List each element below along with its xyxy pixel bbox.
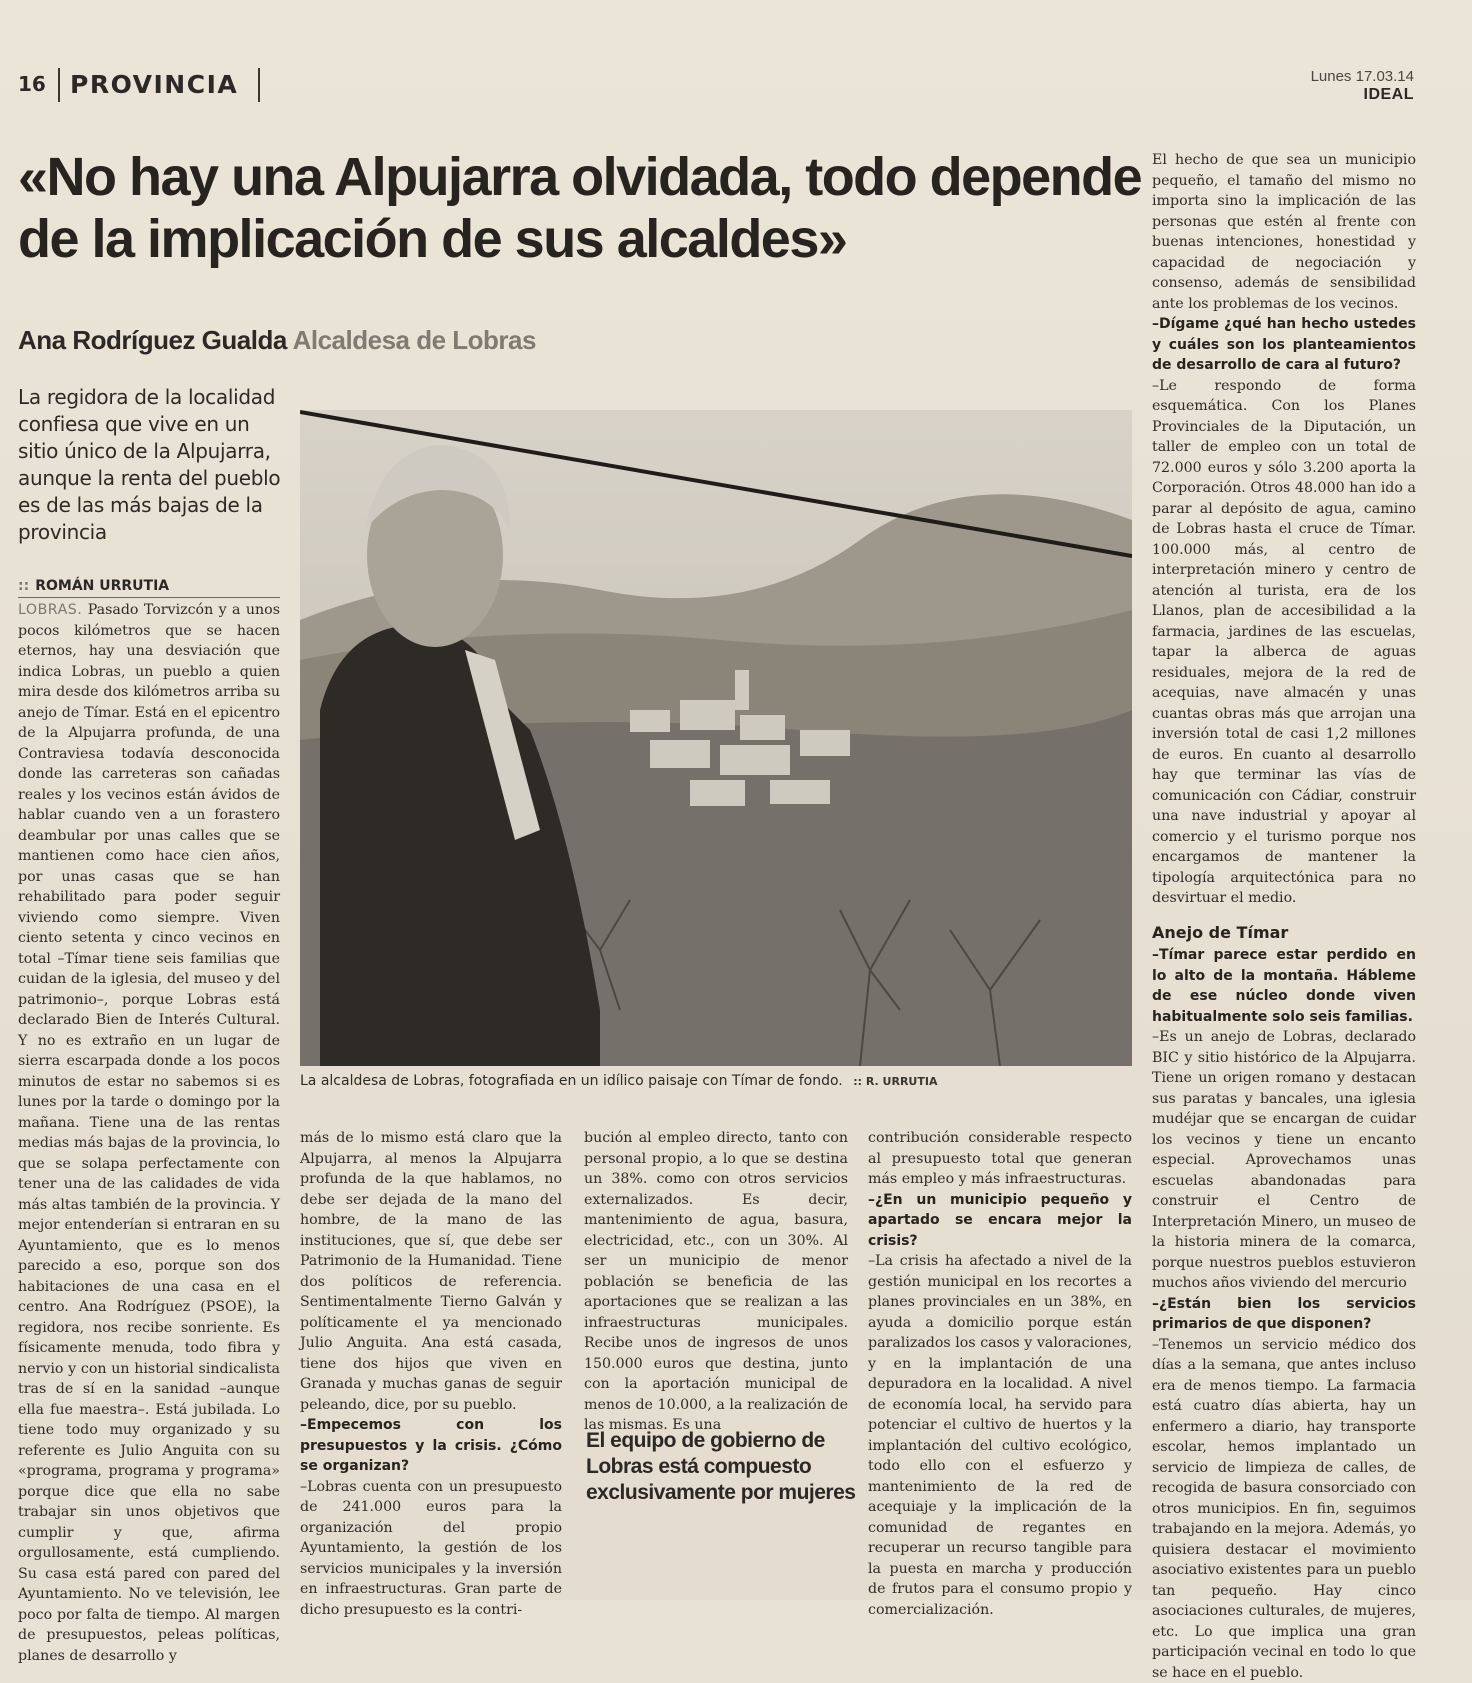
column-3 [584,1128,848,1436]
interview-question: –¿Están bien los servicios primarios de que disponen? [1152,1294,1416,1335]
page-number: 16 [18,72,46,96]
interview-answer: –Tenemos un servicio médico dos días a la semana, que antes incluso era de menos tiempo. La farmacia está cuatro días abierta, hay un enfermero a diario, hay transporte escolar, hemos implantado un servicio de limpieza de calles, de recogida de basura consorciado con otros municipios. En fin, seguimos trabajando en la mejora. Además, yo quisiera destacar el movimiento asociativo existentes para un pueblo tan pequeño. Hay cinco asociaciones culturales, de mujeres, etc. Lo que implica una gran participación vecinal en todo lo que se hace en el pueblo. [1152,1335,1416,1683]
header-divider [258,68,260,102]
interview-answer: –Le respondo de forma esquemática. Con los Planes Provinciales de la Diputación, un taller de empleo con un total de 72.000 euros y sólo 3.200 aporta la Corporación. Otros 48.000 han ido a parar al depósito de agua, camino de Lobras hasta el cruce de Tímar. 100.000 más, al centro de interpretación minero y centro de atención al turista, era de los Llanos, plan de accesibilidad a la farmacia, jardines de las escuelas, tapar la alberca de aguas residuales, mejora de la red de acequias, nave almacén y unas cuantas obras más que arrojan una inversión total de casi 1,2 millones de euros. En cuanto al desarrollo hay que terminar las vías de comunicación con Cádiar, construir una nave industrial y apoyar al comercio y el turismo porque nos encargamos de mantener la tipología arquitectónica para no desvirtuar el medio. [1152,376,1416,909]
author-name: ROMÁN URRUTIA [35,578,169,594]
photo-credit: :: R. URRUTIA [853,1075,937,1088]
interview-question: –Dígame ¿qué han hecho ustedes y cuáles son los planteamientos de desarrollo de cara al futuro? [1152,314,1416,376]
landscape-photo-illustration [300,410,1132,1066]
subheading: Anejo de Tímar [1152,923,1416,944]
body-text: más de lo mismo está claro que la Alpujarra, al menos la Alpujarra profunda de la que hablamos, no debe ser dejada de la mano del hombre, de la mano de las instituciones, que sí, que debe ser Patrimonio de la Humanidad. Tiene dos políticos de referencia. Sentimentalmente Tierno Galván y políticamente el ya mencionado Julio Anguita. Ana está casada, tiene dos hijos que viven en Granada y muchas ganas de seguir peleando, dice, por su pueblo. [300,1128,562,1415]
headline: «No hay una Alpujarra olvidada, todo depende de la implicación de sus alcaldes» [18,146,1148,270]
interview-photo [300,410,1132,1066]
section-title: PROVINCIA [70,70,238,99]
dateline: LOBRAS. [18,602,82,618]
pull-quote: El equipo de gobierno de Lobras está compuesto exclusivamente por mujeres [586,1428,856,1506]
author-marker-icon: :: [18,578,29,594]
interview-question: –¿En un municipio pequeño y apartado se encara mejor la crisis? [868,1190,1132,1252]
photo-caption [300,1073,937,1089]
body-text: Pasado Torvizcón y a unos pocos kilómetros que se hacen eternos, hay una desviación que indica Lobras, un pueblo a quien mira desde dos kilómetros arriba su anejo de Tímar. Está en el epicentro de la Alpujarra profunda, de una Contraviesa todavía desconocida donde las carreteras son cañadas reales y los vecinos están ávidos de hablar cuando ven a un forastero deambular por unas calles que se mantienen como hace cien años, por unas casas que se han rehabilitado para poder seguir viviendo como siempre. Viven ciento setenta y cinco vecinos en total –Tímar tiene seis familias que cuidan de la iglesia, del museo y del patrimonio–, porque Lobras está declarado Bien de Interés Cultural. Y no es extraño en un lugar de sierra escarpada donde a los pocos minutos de estar no sabemos si es lunes por la tarde o domingo por la mañana. Tiene una de las rentas medias más bajas de la provincia, lo que se solapa perfectamente con tener una de las calidades de vida más altas también de la provincia. Y mejor entenderían si entraran en su Ayuntamiento, que es lo menos parecido a eso, porque son dos habitaciones de una casa en el centro. Ana Rodríguez (PSOE), la regidora, nos recibe sonriente. Es físicamente menuda, todo fibra y nervio y con un historial sindicalista tras de sí en la sanidad –aunque ella fue maestra–. Está jubilada. Lo tiene todo muy organizado y su referente es Julio Anguita con su «programa, programa y programa» porque dice que ella no sabe trabajar sin unos objetivos que cumplir y que, afirma orgullosamente, está cumpliendo. Su casa está pared con pared del Ayuntamiento. No ve televisión, lee poco por falta de tiempo. Al margen de presupuestos, peleas políticas, planes de desarrollo y [18,602,280,1664]
interviewee-name: Ana Rodríguez Gualda [18,325,287,355]
column-2 [300,1128,562,1620]
interview-question: –Empecemos con los presupuestos y la crisis. ¿Cómo se organizan? [300,1415,562,1477]
byline [18,325,536,356]
interview-answer: –Lobras cuenta con un presupuesto de 241.000 euros para la organización del propio Ayuntamiento, la gestión de los servicios municipales y la inversión en infraestructuras. Gran parte de dicho presupuesto es la contri- [300,1477,562,1621]
column-5 [1152,150,1416,1683]
body-text: El hecho de que sea un municipio pequeño, el tamaño del mismo no importa sino la implicación de las personas que estén al frente con buenas intenciones, honestidad y capacidad de negociación y consenso, además de sensibilidad ante los problemas de los vecinos. [1152,150,1416,314]
interview-answer: –Es un anejo de Lobras, declarado BIC y sitio histórico de la Alpujarra. Tiene un origen romano y destacan sus paratas y bancales, una iglesia mudéjar que se encargan de cuidar los vecinos y tiene un encanto especial. Aprovechamos unas escuelas abandonadas para construir el Centro de Interpretación Minero, un museo de la historia minera de la comarca, porque nuestros pueblos estuvieron muchos años viviendo del mercurio [1152,1027,1416,1294]
column-4 [868,1128,1132,1620]
body-text: bución al empleo directo, tanto con personal propio, a lo que se destina un 38%. como con otros servicios externalizados. Es decir, mantenimiento de agua, basura, electricidad, etc., con un 30%. Al ser un municipio de menor población se beneficia de las aportaciones que se realizan a las infraestructuras municipales. Recibe unos de ingresos de unos 150.000 euros que destina, junto con la aportación municipal de menos de 10.000, a la realización de las mismas. Es una [584,1128,848,1436]
interviewee-role: Alcaldesa de Lobras [293,325,536,355]
body-text: contribución considerable respecto al presupuesto total que generan más empleo y más infraestructuras. [868,1128,1132,1190]
caption-text: La alcaldesa de Lobras, fotografiada en un idílico paisaje con Tímar de fondo. [300,1073,843,1089]
header-divider [58,68,60,102]
newspaper-name: IDEAL [1364,86,1415,104]
author-line [18,578,280,598]
lede: La regidora de la localidad confiesa que vive en un sitio único de la Alpujarra, aunque la renta del pueblo es de las más bajas de la provincia [18,384,288,546]
interview-answer: –La crisis ha afectado a nivel de la gestión municipal en los recortes a planes provinciales en un 38%, en ayuda a domicilio porque están paralizados los casos y valoraciones, y en la implantación de una depuradora en la localidad. A nivel de economía local, ha servido para potenciar el cultivo de huertos y la implantación del cultivo ecológico, todo ello con el esfuerzo y mantenimiento de la red de acequiaje y la implicación de la comunidad de regantes en recuperar un recurso tangible para la puesta en marcha y producción de frutos para el consumo propio y comercialización. [868,1251,1132,1620]
publication-date: Lunes 17.03.14 [1311,68,1414,85]
interview-question: –Tímar parece estar perdido en lo alto de la montaña. Hábleme de ese núcleo donde viven habitualmente solo seis familias. [1152,945,1416,1027]
column-1 [18,600,280,1666]
